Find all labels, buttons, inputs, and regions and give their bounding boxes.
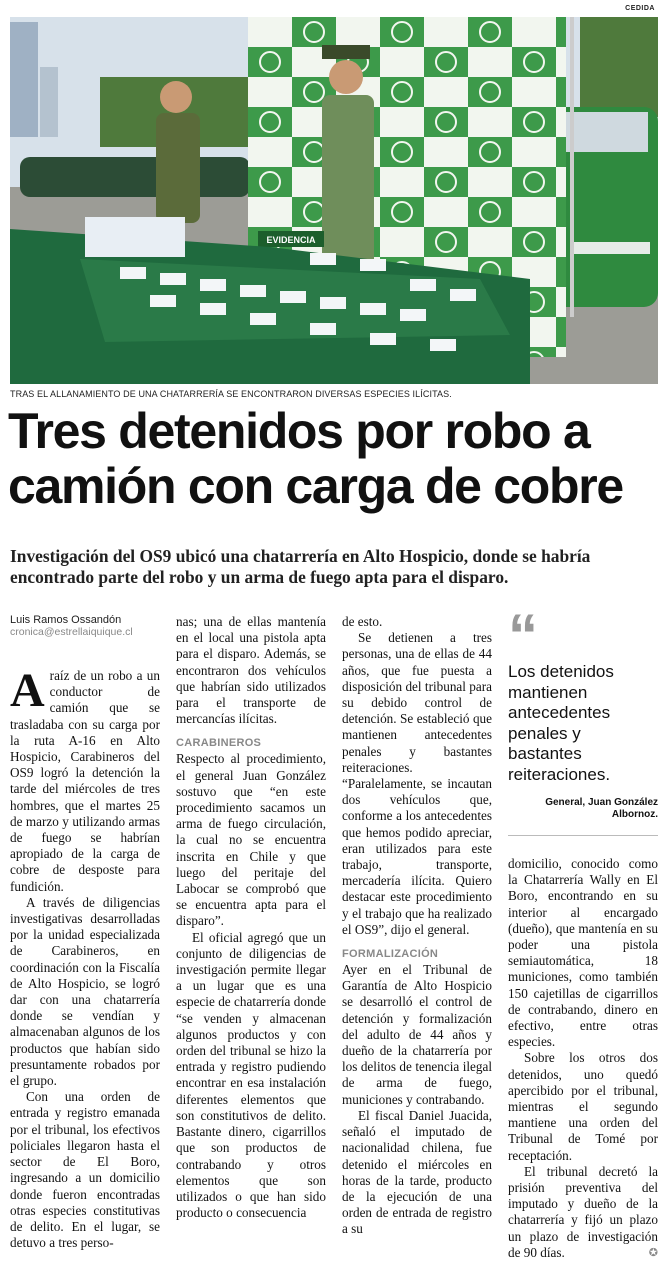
paragraph: Respecto al procedimiento, el general Juan González sostuvo que “en este procedimiento sacamos un arma de fuego circulación, la cual no se encuentra inscrita en Chile y que luego del peritaje del Labocar se comprobó que se encuentra apta para el disparo”. [176, 751, 326, 929]
paragraph: Araíz de un robo a un conductor de camión que se trasladaba con su carga por la ruta A-16 en Alto Hospicio, Carabineros del OS9 logró la detención la tarde del miércoles de tres hombres, que el martes 25 de marzo y utilizando armas de fuego se habrían apropiado de la carga de cobre de desposte para fundición. [10, 664, 160, 894]
paragraph: El oficial agregó que un conjunto de diligencias de investigación permite llegar a un lugar que es una especie de chatarrería donde “se venden y almacenan algunos productos y con orden del tribunal se hizo la entrada y registro pudiendo encontrar en esa instalación diferentes elementos que son constitutivos de delito. Bastante dinero, cigarrillos que son productos de contrabando y otros elementos que son utilizados o que han sido producto o consecuencia [176, 929, 326, 1221]
deck-subtitle: Investigación del OS9 ubicó una chatarrería en Alto Hospicio, donde se habría encontrado parte del robo y un arma de fuego apta para el disparo. [10, 546, 591, 587]
headline: Tres detenidos por robo a camión con carga de cobre [8, 403, 623, 514]
photo-credit: CEDIDA [625, 5, 655, 12]
evidence-tag: EVIDENCIA [266, 235, 316, 245]
article-column-1 [10, 614, 160, 1251]
section-subhead: CARABINEROS [176, 737, 262, 750]
paragraph: El tribunal decretó la prisión preventiva del imputado y dueño de la chatarrería y fijó un plazo un plazo de investigación de 90 días. ✪ [508, 1163, 658, 1260]
news-photo [10, 17, 658, 384]
paragraph: Con una orden de entrada y registro emanada por el tribunal, los efectivos policiales llegaron hasta el sector de El Boro, ingresando a un domicilio donde fueron encontradas otras especies constitutivas de delito. En el lugar, se detuvo a tres perso- [10, 1089, 160, 1251]
end-mark-icon: ✪ [648, 1246, 658, 1259]
photo-caption: TRAS EL ALLANAMIENTO DE UNA CHATARRERÍA SE ENCONTRARON DIVERSAS ESPECIES ILÍCITAS. [10, 389, 452, 399]
paragraph: domicilio, conocido como la Chatarrería Wally en El Boro, encontrando en su interior al encargado (dueño), que mantenía en su poder una pistola semiautomática, 18 municiones, como también 150 cajetillas de cigarrillos de contrabando, dinero en efectivo, entre otras especies. [508, 856, 658, 1050]
paragraph: El fiscal Daniel Juacida, señaló el imputado de nacionalidad chilena, fue detenido el miércoles en horas de la tarde, producto de la ejecución de una orden de entrada de registro a su [342, 1107, 492, 1237]
paragraph: A través de diligencias investigativas desarrolladas por la unidad especializada de Carabineros, en coordinación con la Fiscalía de Alto Hospicio, se logró dar con una chatarrería donde se vendían y almacenaban algunos de los productos que habían sido presuntamente robados por el grupo. [10, 894, 160, 1089]
evidence-scene-illustration [10, 17, 658, 384]
quote-mark-icon: “ [508, 602, 538, 669]
section-subhead: FORMALIZACIÓN [342, 948, 439, 961]
article-column-2 [176, 614, 326, 1221]
paragraph: Ayer en el Tribunal de Garantía de Alto Hospicio se desarrolló el control de detención y formalización del adulto de 44 años y dueño de la chatarrería por los delitos de tenencia ilegal de arma de fuego, municiones y contrabando. [342, 962, 492, 1107]
drop-cap: A [10, 664, 45, 717]
byline-author: Luis Ramos Ossandón [10, 614, 122, 626]
paragraph: nas; una de ellas mantenía en el local una pistola apta para el disparo. Además, se encontraron dos vehículos que habrían sido utilizados para el transporte de mercancías ilícitas. [176, 614, 326, 727]
paragraph: de esto. [342, 614, 383, 629]
article-column-3 [342, 614, 492, 1238]
paragraph: Sobre los otros dos detenidos, uno quedó apercibido por el tribunal, mientras el segundo mantiene una orden del Tribunal de Tomé por receptación. [508, 1050, 658, 1163]
paragraph: Se detienen a tres personas, una de ellas de 44 años, que fue puesta a disposición del tribunal para su debido control de detención. Se estableció que mantienen antecedentes penales y bastantes reiteraciones. “Paralelamente, se incautan dos vehículos que, conforme a los antecedentes que hemos podido apreciar, eran utilizados para este trabajo, transporte, mercadería ilícita. Quiero destacar este procedimiento y el trabajo que ha realizado el OS9”, dijo el general. [342, 630, 492, 937]
byline-email[interactable]: cronica@estrellaiquique.cl [10, 626, 133, 638]
pull-quote-attribution: General, Juan González Albornoz. [545, 797, 658, 820]
divider [508, 835, 658, 836]
article-column-4 [508, 602, 658, 1261]
pull-quote [508, 602, 658, 836]
pull-quote-text: Los detenidos mantienen antecedentes penales y bastantes reiteraciones. [508, 662, 614, 784]
